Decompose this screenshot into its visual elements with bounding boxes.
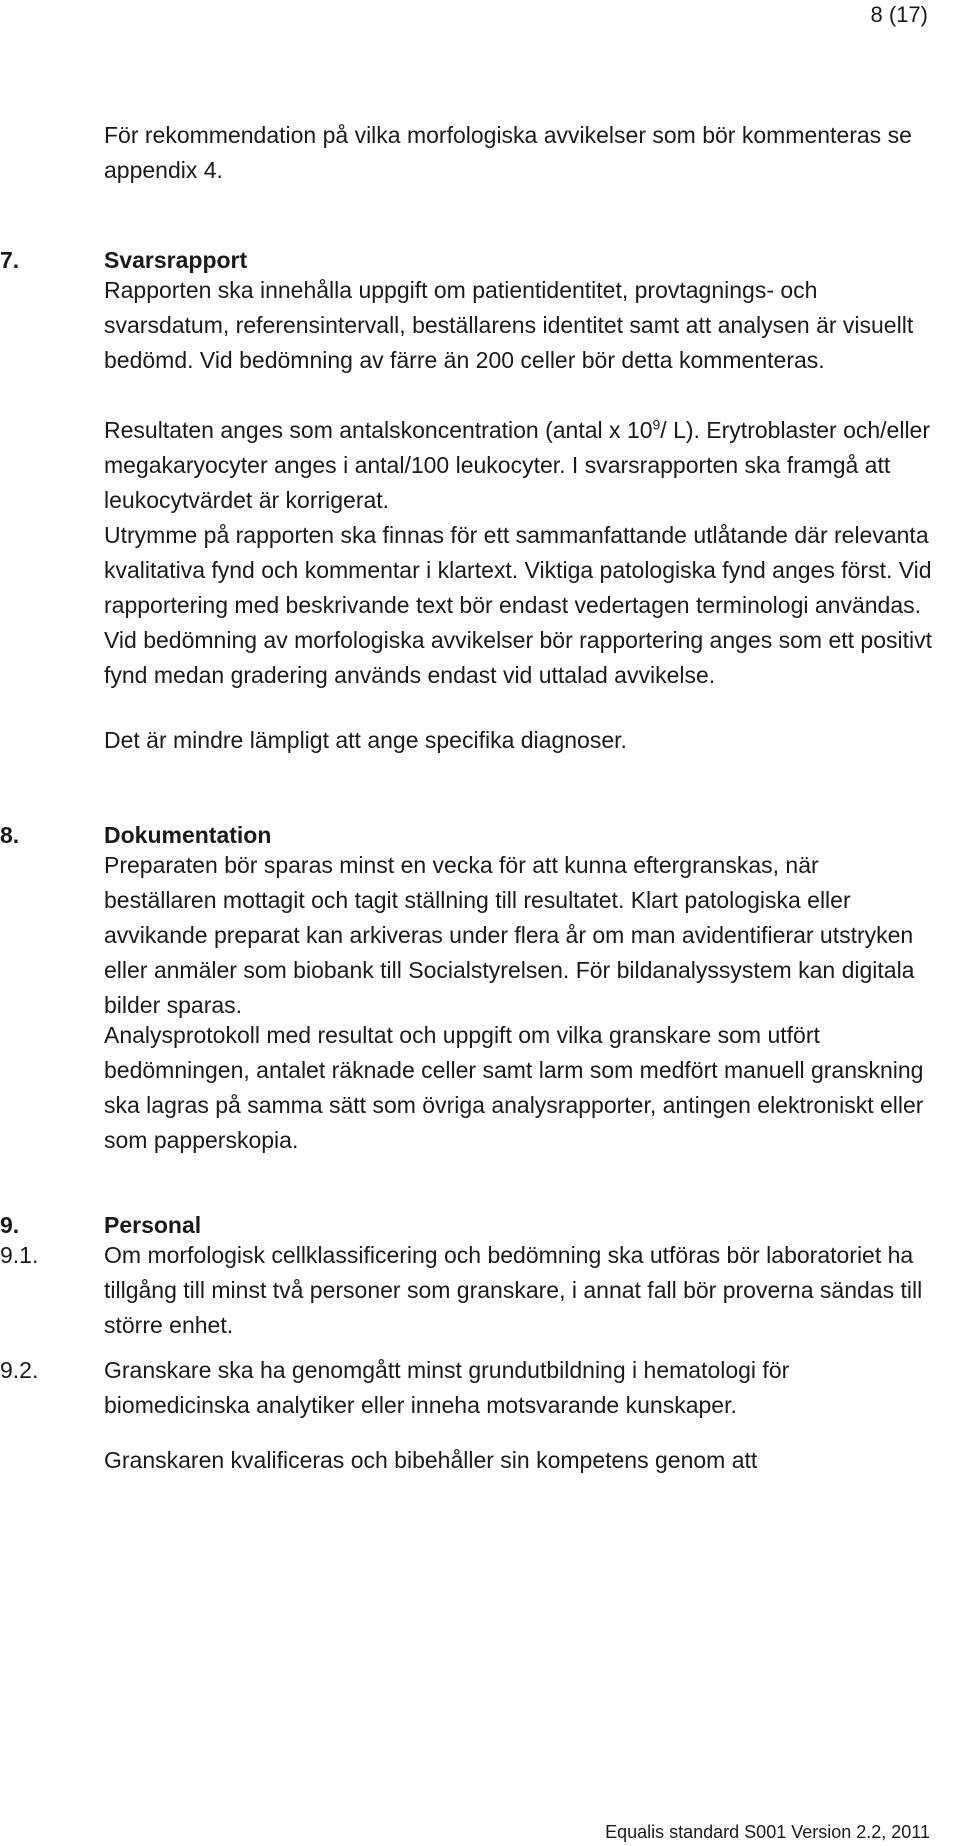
section-8-paragraph-1: Preparaten bör sparas minst en vecka för att kunna eftergranskas, när beställaren mottagit och tagit ställning till resultatet. Klart patologiska eller avvikande preparat kan arkiveras under flera år om man avidentifierar utstryken eller anmäler som biobank till Socialstyrelsen. För bildanalyssystem kan digitala bilder sparas. (104, 852, 915, 1018)
section-7-number: 7. (0, 247, 20, 273)
concentration-text: Resultaten anges som antalskoncentration (antal x 10 (104, 417, 653, 443)
section-7-paragraph-2 (104, 413, 934, 518)
concentration-text-rest: / L). Erytroblaster och/eller megakaryocyter anges i antal/100 leukocyter. I svarsrapporten ska framgå att leukocytvärdet är korrigerat. (104, 417, 931, 513)
section-7-paragraph-4: Det är mindre lämpligt att ange specifika diagnoser. (104, 727, 627, 753)
section-8-paragraph-2: Analysprotokoll med resultat och uppgift om vilka granskare som utfört bedömningen, antalet räknade celler samt larm som medfört manuell granskning ska lagras på samma sätt som övriga analysrapporter, antingen elektroniskt eller som papperskopia. (104, 1022, 924, 1153)
section-9-number: 9. (0, 1212, 20, 1238)
intro-paragraph: För rekommendation på vilka morfologiska avvikelser som bör kommenteras se appendix 4. (104, 122, 912, 183)
page-current: 8 (870, 2, 883, 27)
exponent: 9 (652, 416, 661, 433)
item-9-1-number: 9.1. (0, 1242, 39, 1268)
item-9-2-number: 9.2. (0, 1357, 39, 1383)
page-number (871, 0, 929, 30)
page-total: (17) (888, 2, 928, 27)
footer: Equalis standard S001 Version 2.2, 2011 (605, 1822, 930, 1842)
section-7-paragraph-1: Rapporten ska innehålla uppgift om patientidentitet, provtagnings- och svarsdatum, referensintervall, beställarens identitet samt att analysen är visuellt bedömd. Vid bedömning av färre än 200 celler bör detta kommenteras. (104, 277, 914, 373)
section-9-last-paragraph: Granskaren kvalificeras och bibehåller sin kompetens genom att (104, 1447, 758, 1473)
section-9-title: Personal (104, 1212, 202, 1238)
section-8-title: Dokumentation (104, 822, 272, 848)
item-9-2-text: Granskare ska ha genomgått minst grundutbildning i hematologi för biomedicinska analytiker eller inneha motsvarande kunskaper. (104, 1357, 790, 1418)
section-7-paragraph-3: Utrymme på rapporten ska finnas för ett sammanfattande utlåtande där relevanta kvalitativa fynd och kommentar i klartext. Viktiga patologiska fynd anges först. Vid rapportering med beskrivande text bör endast vedertagen terminologi användas. Vid bedömning av morfologiska avvikelser bör rapportering anges som ett positivt fynd medan gradering används endast vid uttalad avvikelse. (104, 522, 932, 688)
section-8-number: 8. (0, 822, 20, 848)
item-9-1-text: Om morfologisk cellklassificering och bedömning ska utföras bör laboratoriet ha tillgång till minst två personer som granskare, i annat fall bör proverna sändas till större enhet. (104, 1242, 923, 1338)
section-7-title: Svarsrapport (104, 247, 248, 273)
